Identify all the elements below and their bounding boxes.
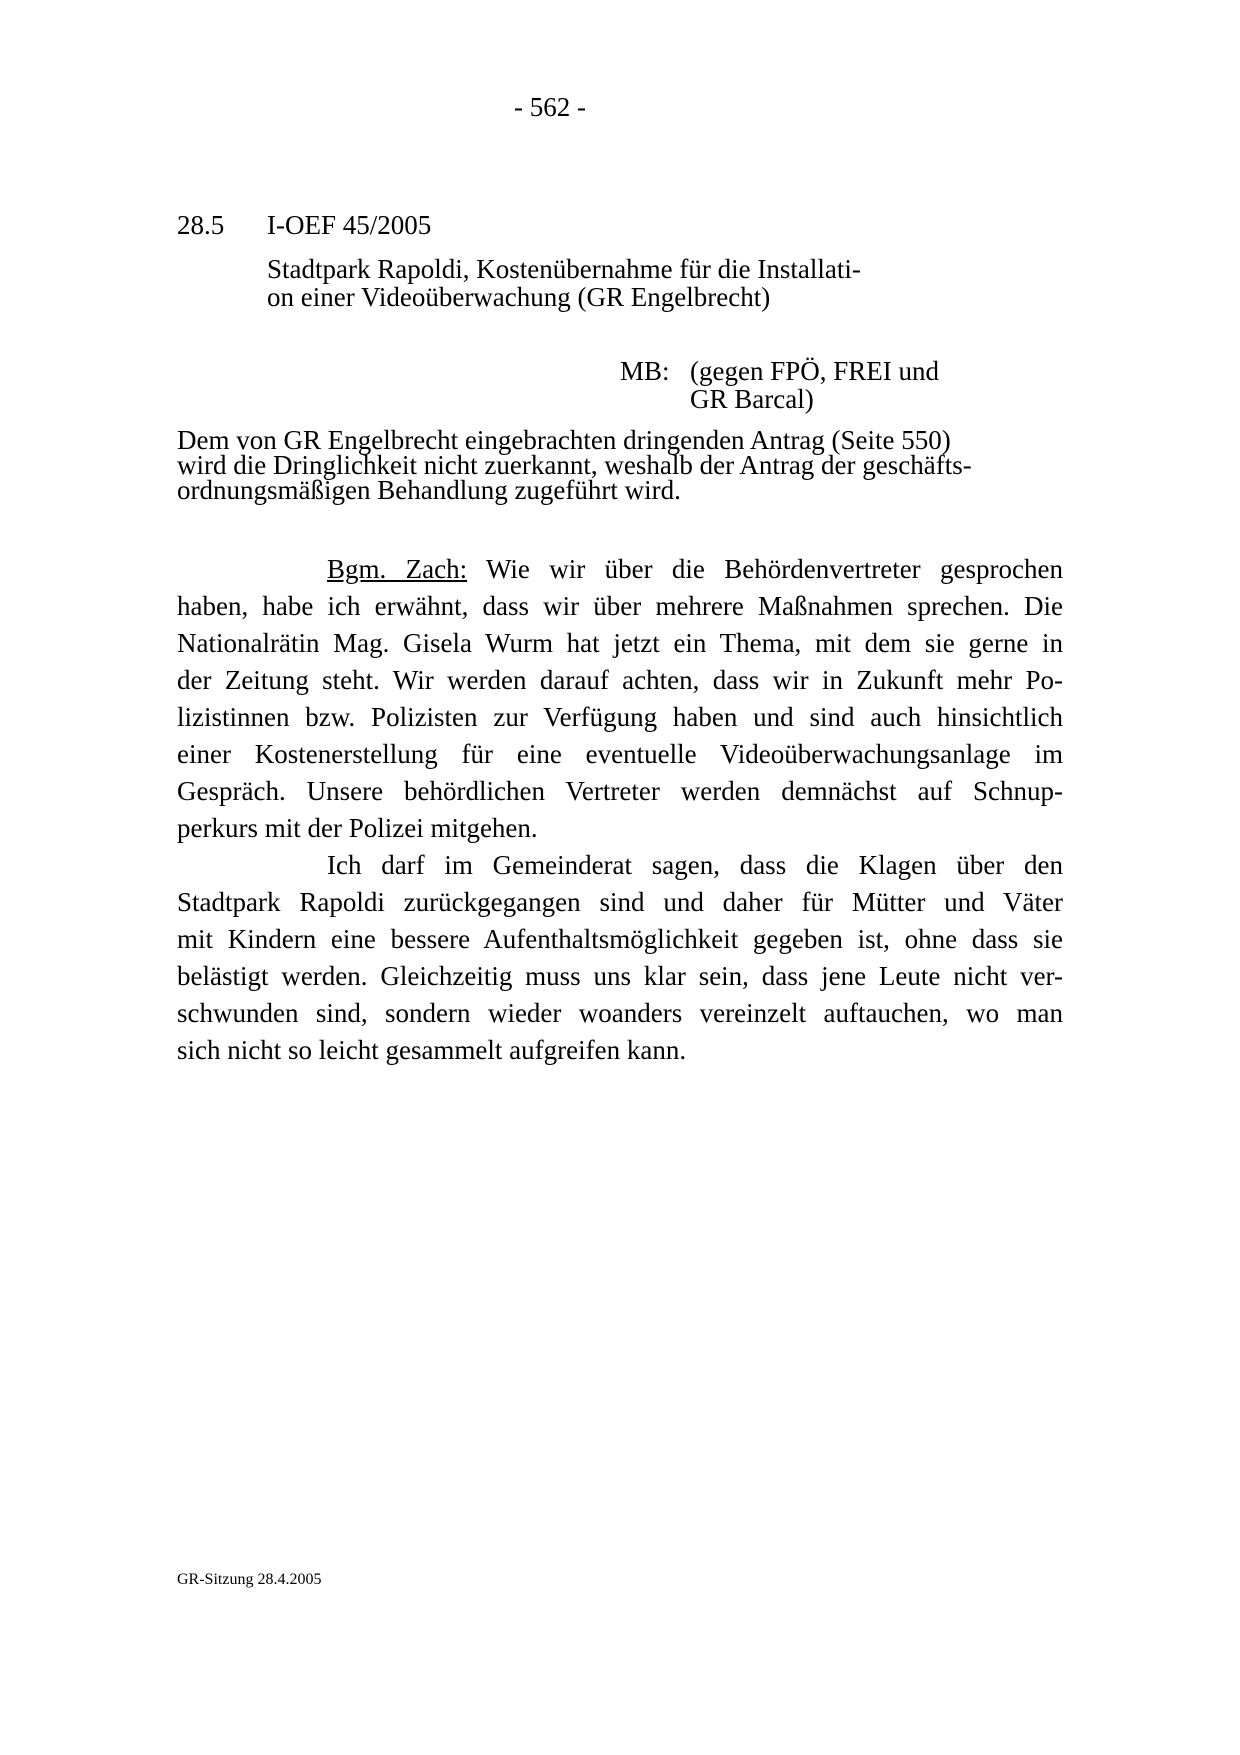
speech-line: haben, habe ich erwähnt, dass wir über mehrere Maßnahmen sprechen. Die [177,591,1063,621]
speech-line: mit Kindern eine bessere Aufenthaltsmöglichkeit gegeben ist, ohne dass sie [177,924,1063,954]
agenda-item-number: 28.5 [177,210,225,240]
speech-line: Stadtpark Rapoldi zurückgegangen sind und daher für Mütter und Väter [177,887,1063,917]
speech-line: perkurs mit der Polizei mitgehen. [177,813,538,843]
speech-line: sich nicht so leicht gesammelt aufgreifen kann. [177,1035,687,1065]
decision-label: MB: [620,356,670,386]
decision-text [690,357,939,413]
speech-line: lizistinnen bzw. Polizisten zur Verfügung haben und sind auch hinsichtlich [177,702,1063,732]
speech-first-line [177,551,1063,588]
resolution-text [177,425,972,505]
agenda-item-title-line: Stadtpark Rapoldi, Kostenübernahme für die Installati- [267,254,861,284]
decision-text-line: (gegen FPÖ, FREI und [690,356,939,386]
speech-paragraph-1 [177,551,1063,847]
resolution-line: wird die Dringlichkeit nicht zuerkannt, weshalb der Antrag der geschäfts- [177,450,972,480]
speech-line: einer Kostenerstellung für eine eventuelle Videoüberwachungsanlage im [177,739,1063,769]
speech-line: belästigt werden. Gleichzeitig muss uns klar sein, dass jene Leute nicht ver- [177,961,1063,991]
decision-text-line: GR Barcal) [690,384,814,414]
speech-line: schwunden sind, sondern wieder woanders vereinzelt auftauchen, wo man [177,998,1063,1028]
agenda-item-code: I-OEF 45/2005 [267,210,432,240]
speech-line: Ich darf im Gemeinderat sagen, dass die Klagen über den [327,850,1063,880]
resolution-line: Dem von GR Engelbrecht eingebrachten dringenden Antrag (Seite 550) [177,425,951,455]
agenda-item-title-line: on einer Videoüberwachung (GR Engelbrecht) [267,282,771,312]
footer-session-date: GR-Sitzung 28.4.2005 [177,1571,322,1588]
speaker-name: Bgm. Zach: [327,554,468,584]
resolution-line: ordnungsmäßigen Behandlung zugeführt wird. [177,475,681,505]
speech-line: Nationalrätin Mag. Gisela Wurm hat jetzt ein Thema, mit dem sie gerne in [177,628,1063,658]
speech-body [177,551,1063,1069]
speech-paragraph-2 [177,847,1063,1069]
speech-line: Wie wir über die Behördenvertreter gesprochen [467,554,1063,584]
speech-line: Gespräch. Unsere behördlichen Vertreter werden demnächst auf Schnup- [177,776,1063,806]
agenda-item-title [267,255,947,311]
speech-line: der Zeitung steht. Wir werden darauf achten, dass wir in Zukunft mehr Po- [177,665,1063,695]
page-number: - 562 - [514,92,586,122]
